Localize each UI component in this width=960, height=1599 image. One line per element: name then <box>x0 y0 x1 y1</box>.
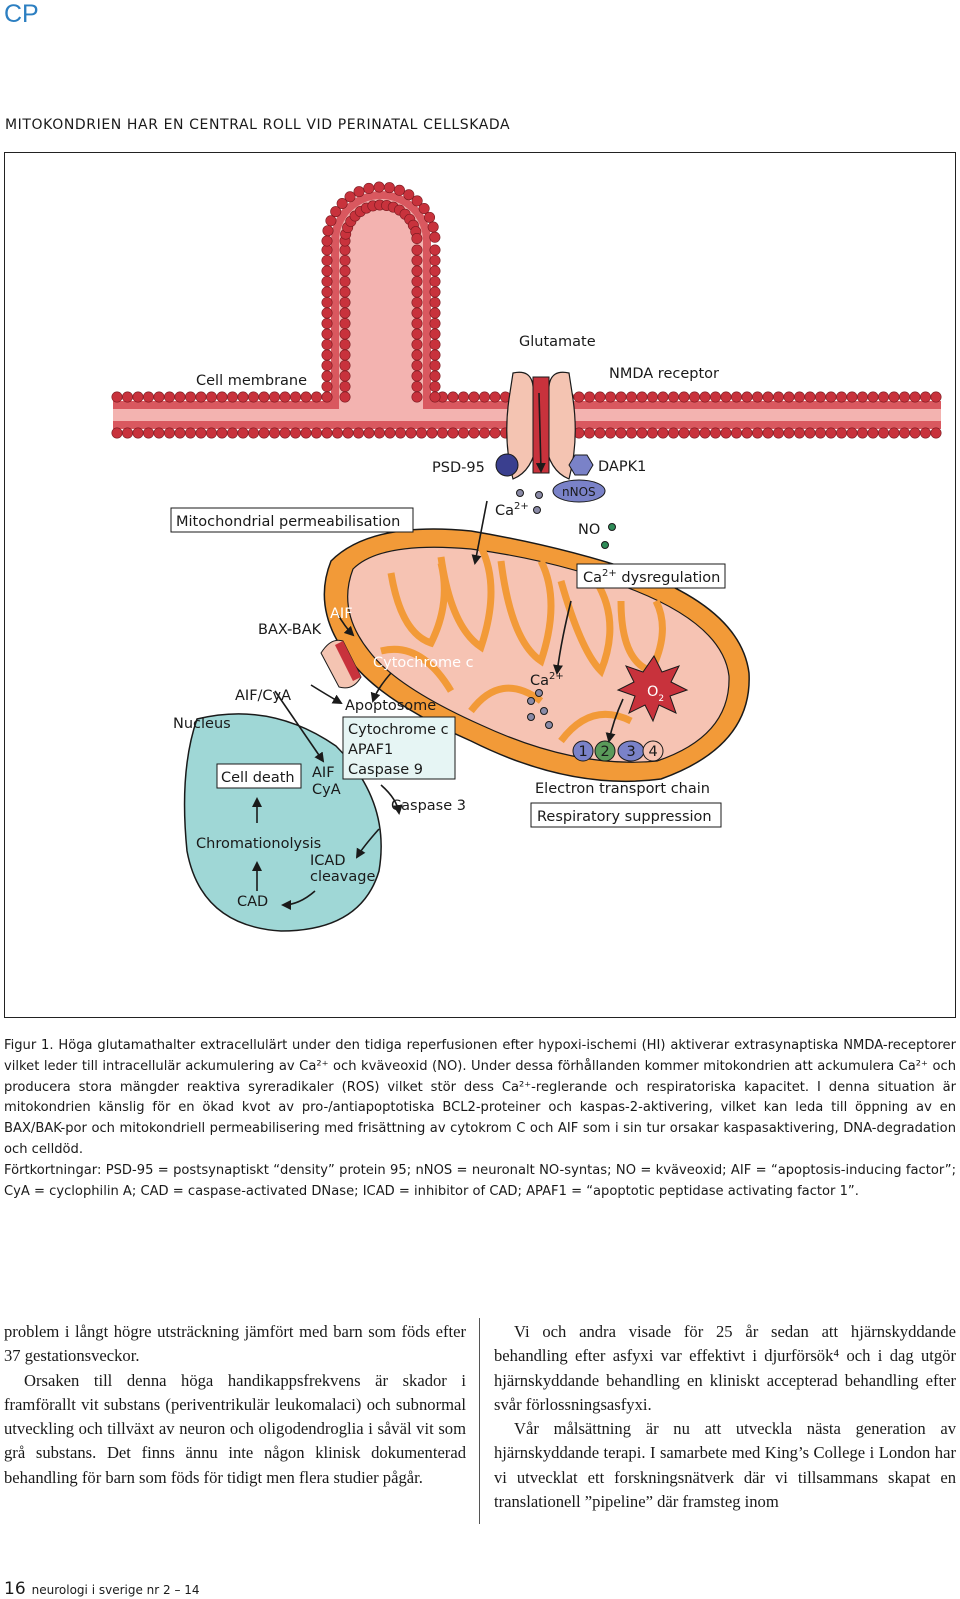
ca-top-label: $Ca^{2+}$ <box>495 501 529 519</box>
aif-nucleus-label: AIF <box>312 765 335 781</box>
no-label: NO <box>578 522 601 538</box>
glutamate-label: Glutamate <box>519 334 596 350</box>
apoptosome-apaf1: APAF1 <box>348 742 394 758</box>
etc-complex-label-4: 4 <box>648 744 658 760</box>
cell-death-label: Cell death <box>221 770 295 786</box>
column-divider <box>479 1318 480 1524</box>
chromationolysis-label: Chromationolysis <box>196 836 322 852</box>
etc-complex-label-3: 3 <box>626 744 636 760</box>
body-right-column <box>494 1320 956 1514</box>
nucleus-label: Nucleus <box>173 716 231 732</box>
cytochrome-c-top-label: Cytochrome c <box>373 655 474 671</box>
caption-main: Figur 1. Höga glutamathalter extracellulärt under den tidiga reperfusionen efter hypoxi-ischemi (HI) aktiverar extrasynaptiska NMDA-receptorer vilket leder till intracellulär ackumulering av Ca²⁺ och kväveoxid (NO). Under dessa förhållanden kommer mitokondrien att ackumulera Ca²⁺ och producera stora mängder reaktiva syreradikaler (ROS) vilket stör dess Ca²⁺-reglerande och respiratoriska kapacitet. I denna situation är mitokondrien känslig för en ökad kvot av pro-/antiapoptotiska BCL2-proteiner och kaspas-2-aktivering, vilket kan leda till öppning av en BAX/BAK-por och mitokondriell permeabilisering med frisättning av cytokrom C och AIF som i sin tur orsakar kaspasaktivering, DNA-degradation och celldöd. <box>4 1038 956 1157</box>
o2-label: $O_2$ <box>647 684 665 704</box>
dapk1-label: DAPK1 <box>598 459 647 475</box>
caption-abbrev: Förtkortningar: PSD-95 = postsynaptiskt “density” protein 95; nNOS = neuronalt NO-syntas; NO = kväveoxid; AIF = “apoptosis-inducing factor”; CyA = cyclophilin A; CAD = caspase-activated DNase; ICAD = inhibitor of CAD; APAF1 = “apoptotic peptidase activating factor 1”. <box>4 1162 956 1199</box>
right-para-2: Vår målsättning är nu att utveckla nästa generation av hjärnskyddande terapi. I samarbete med King’s College i London har vi utvecklat ett forskningsnätverk där vi tillsammans skapat en translationell ”pipeline” där framsteg inom <box>494 1419 956 1512</box>
aif-cya-label: AIF/CyA <box>235 688 292 704</box>
right-para-1: Vi och andra visade för 25 år sedan att hjärnskyddande behandling efter asfyxi var effektivt i djurförsök⁴ och i dag utgör hjärnskyddande behandling en kliniskt accepterad behandling efter svår förlossningsasfyxi. <box>494 1322 956 1414</box>
apoptosome-caspase9: Caspase 9 <box>348 762 423 778</box>
cya-nucleus-label: CyA <box>312 782 341 798</box>
cell-membrane-label: Cell membrane <box>196 373 308 389</box>
magazine-name: neurologi i sverige nr 2 – 14 <box>31 1583 200 1597</box>
apoptosome-cytochrome-c: Cytochrome c <box>348 722 449 738</box>
psd95-label: PSD-95 <box>432 460 485 476</box>
ca-dysreg-label: $Ca^{2+}$ dysregulation <box>583 568 721 586</box>
mitochondria-diagram <box>5 153 955 1017</box>
etc-complex-label-2: 2 <box>600 744 610 760</box>
left-para-1: problem i långt högre utsträckning jämfört med barn som föds efter 37 gestationsveckor. <box>4 1322 466 1366</box>
figure-frame <box>4 152 956 1018</box>
nmda-receptor-label: NMDA receptor <box>609 366 719 382</box>
section-tag: CP <box>4 0 39 28</box>
resp-supp-label: Respiratory suppression <box>537 809 712 825</box>
page-number: 16 <box>4 1579 26 1599</box>
etc-complex-label-1: 1 <box>578 744 588 760</box>
caspase3-label: Caspase 3 <box>391 798 466 814</box>
figure-title: MITOKONDRIEN HAR EN CENTRAL ROLL VID PERINATAL CELLSKADA <box>5 117 511 133</box>
psd95-shape <box>496 454 518 476</box>
cleavage-label: cleavage <box>310 869 376 885</box>
no-molecules <box>602 524 616 549</box>
left-para-2: Orsaken till denna höga handikappsfrekvens är skador i framförallt vit substans (periventrikulär leukomalaci) och subnormal utveckling och tillväxt av neuron och oligodendroglia i såväl vit som grå substans. Det finns ännu inte någon klinisk dokumenterad behandling för barn som föds för tidigt men flera studier pågår. <box>4 1370 466 1487</box>
aif-top-label: AIF <box>330 606 353 622</box>
ca-mito-label: $Ca^{2+}$ <box>530 671 564 689</box>
icad-label: ICAD <box>310 853 346 869</box>
apoptosome-label: Apoptosome <box>345 698 437 714</box>
mito-perm-label: Mitochondrial permeabilisation <box>176 514 401 530</box>
nnos-label: nNOS <box>562 485 596 499</box>
etc-label: Electron transport chain <box>535 781 710 797</box>
page-footer <box>4 1579 200 1599</box>
figure-caption <box>4 1036 956 1202</box>
body-left-column <box>4 1320 466 1490</box>
cad-label: CAD <box>237 894 269 910</box>
bax-bak-label: BAX-BAK <box>258 622 322 638</box>
